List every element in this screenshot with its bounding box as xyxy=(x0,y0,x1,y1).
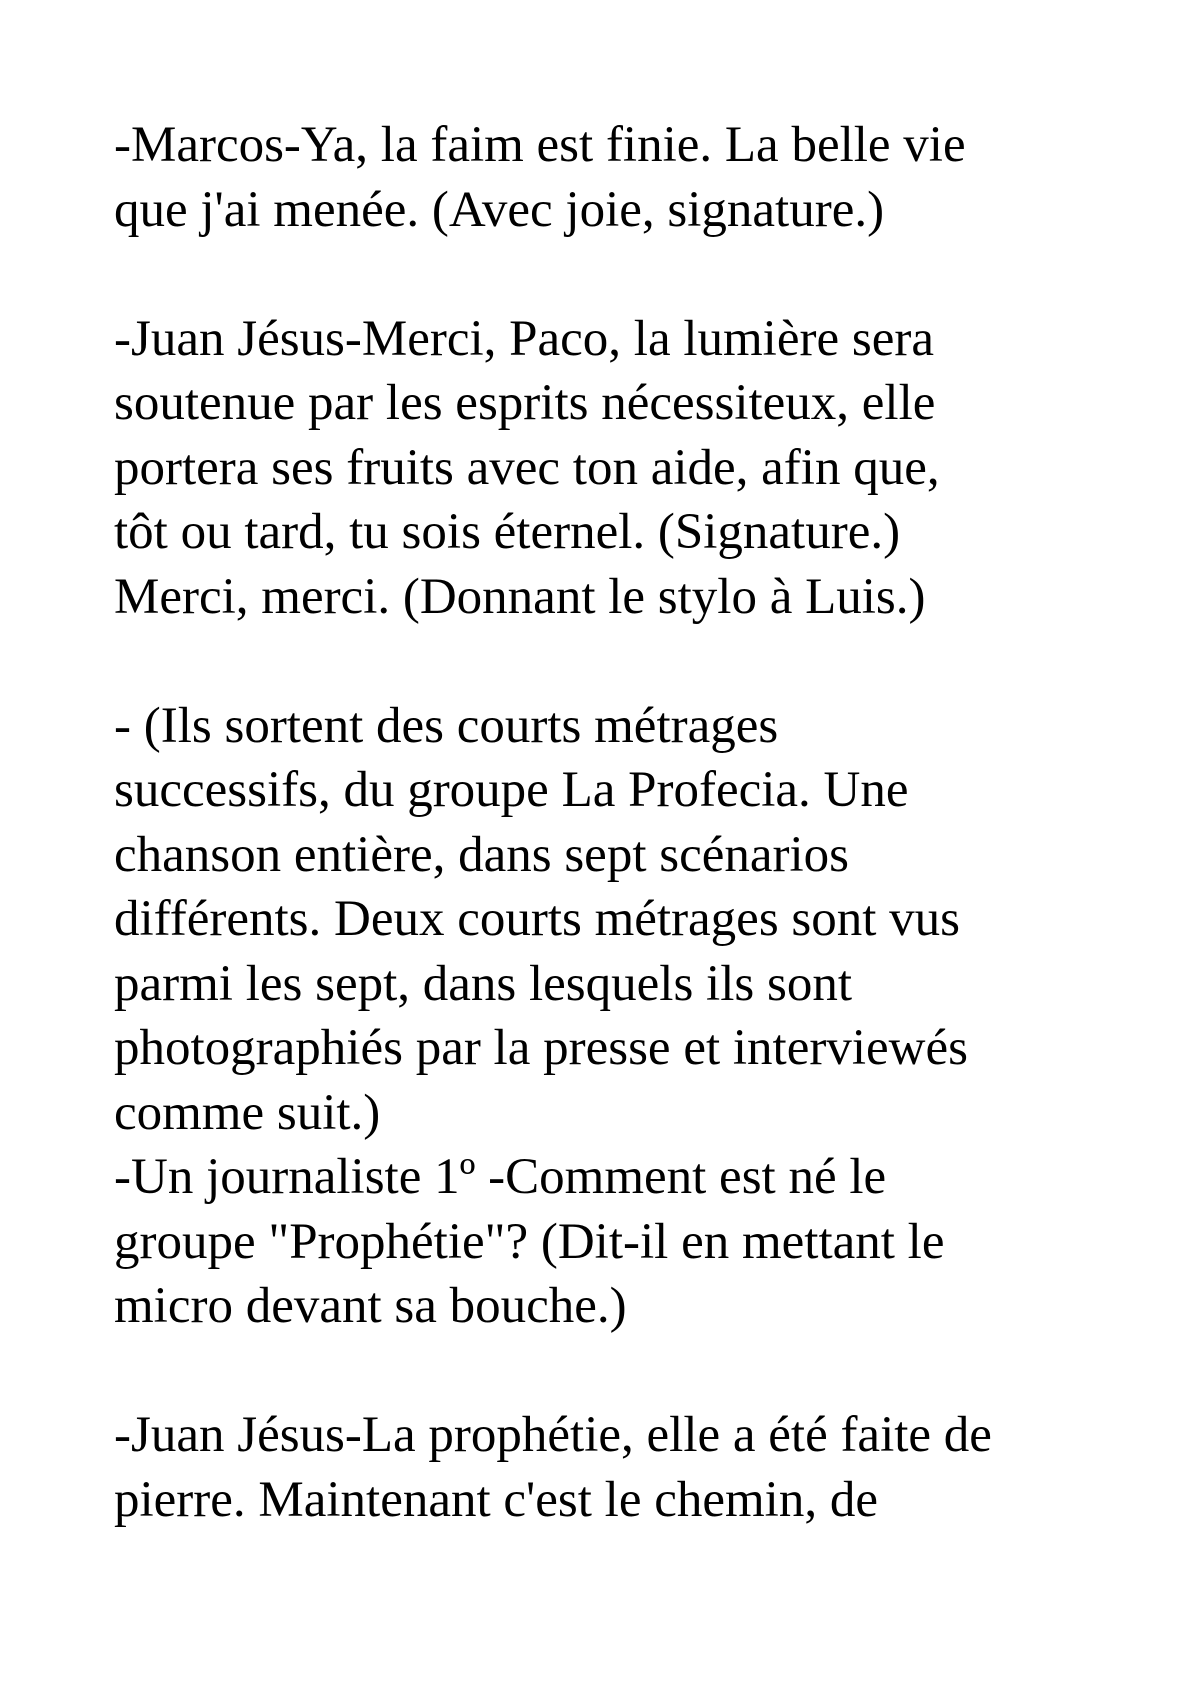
text-line: micro devant sa bouche.) xyxy=(114,1278,627,1334)
text-line: -Un journaliste 1º -Comment est né le xyxy=(114,1149,887,1205)
text-line: -Juan Jésus-Merci, Paco, la lumière sera xyxy=(114,310,934,367)
blank-line xyxy=(114,242,1114,307)
text-line: chanson entière, dans sept scénarios xyxy=(114,826,849,883)
text-line: tôt ou tard, tu sois éternel. (Signature.) xyxy=(114,504,901,560)
text-line: pierre. Maintenant c'est le chemin, de xyxy=(114,1471,878,1528)
text-line: que j'ai menée. (Avec joie, signature.) xyxy=(114,181,885,238)
text-line: -Juan Jésus-La prophétie, elle a été faite de xyxy=(114,1407,992,1463)
text-line: parmi les sept, dans lesquels ils sont xyxy=(114,955,853,1012)
blank-line xyxy=(114,629,1114,694)
text-line: portera ses fruits avec ton aide, afin que, xyxy=(114,439,940,496)
text-line: soutenue par les esprits nécessiteux, elle xyxy=(114,375,936,431)
text-line: successifs, du groupe La Profecia. Une xyxy=(114,762,909,818)
text-line: -Marcos-Ya, la faim est finie. La belle vie xyxy=(114,117,966,173)
text-line: photographiés par la presse et interviewés xyxy=(114,1020,968,1076)
text-line: Merci, merci. (Donnant le stylo à Luis.) xyxy=(114,568,926,625)
text-line: - (Ils sortent des courts métrages xyxy=(114,697,779,754)
blank-line xyxy=(114,1339,1114,1404)
text-line: groupe "Prophétie"? (Dit-il en mettant le xyxy=(114,1213,945,1270)
text-line: comme suit.) xyxy=(114,1084,381,1141)
document-page xyxy=(114,113,1114,1532)
text-line: différents. Deux courts métrages sont vus xyxy=(114,891,961,947)
